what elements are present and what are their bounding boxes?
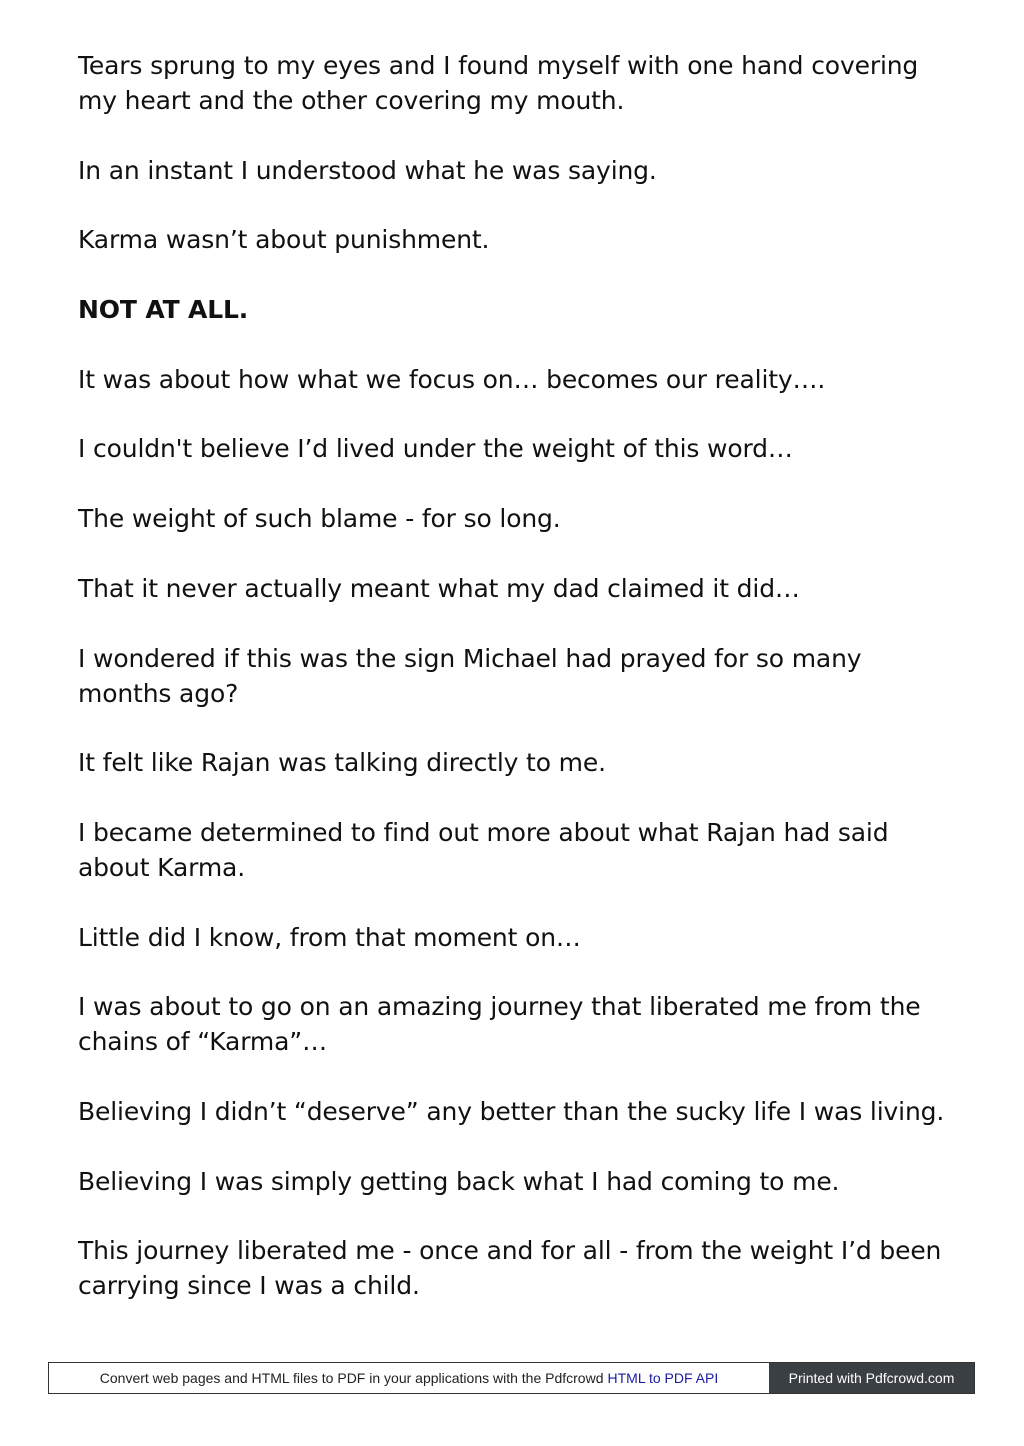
document-body — [78, 48, 958, 1338]
emphasis-paragraph: NOT AT ALL. — [78, 295, 249, 325]
paragraph: I became determined to find out more about what Rajan had said about Karma. — [78, 817, 889, 882]
paragraph: I was about to go on an amazing journey that liberated me from the chains of “Karma”… — [78, 992, 921, 1057]
paragraph: The weight of such blame - for so long. — [78, 504, 561, 534]
paragraph: That it never actually meant what my dad claimed it did… — [78, 573, 800, 603]
paragraph: Believing I didn’t “deserve” any better than the sucky life I was living. — [78, 1096, 945, 1126]
paragraph: Karma wasn’t about punishment. — [78, 225, 490, 255]
paragraph: I couldn't believe I’d lived under the weight of this word… — [78, 434, 793, 464]
footer-convert-text: Convert web pages and HTML files to PDF in your applications with the Pdfcrowd — [99, 1370, 604, 1386]
printed-with-badge[interactable] — [769, 1363, 974, 1393]
paragraph: This journey liberated me - once and for all - from the weight I’d been carrying since I was a child. — [78, 1236, 942, 1301]
paragraph: Believing I was simply getting back what I had coming to me. — [78, 1166, 840, 1196]
paragraph: I wondered if this was the sign Michael had prayed for so many months ago? — [78, 643, 862, 708]
paragraph: Tears sprung to my eyes and I found myself with one hand covering my heart and the other covering my mouth. — [78, 51, 919, 115]
printed-with-text: Printed with Pdfcrowd.com — [788, 1370, 955, 1386]
pdfcrowd-footer — [48, 1362, 975, 1394]
paragraph: In an instant I understood what he was saying. — [78, 155, 657, 185]
paragraph: It felt like Rajan was talking directly to me. — [78, 748, 606, 778]
footer-convert-notice — [49, 1363, 769, 1393]
html-to-pdf-api-link[interactable]: HTML to PDF API — [607, 1370, 719, 1386]
paragraph: Little did I know, from that moment on… — [78, 922, 581, 952]
paragraph: It was about how what we focus on… becomes our reality…. — [78, 364, 826, 394]
